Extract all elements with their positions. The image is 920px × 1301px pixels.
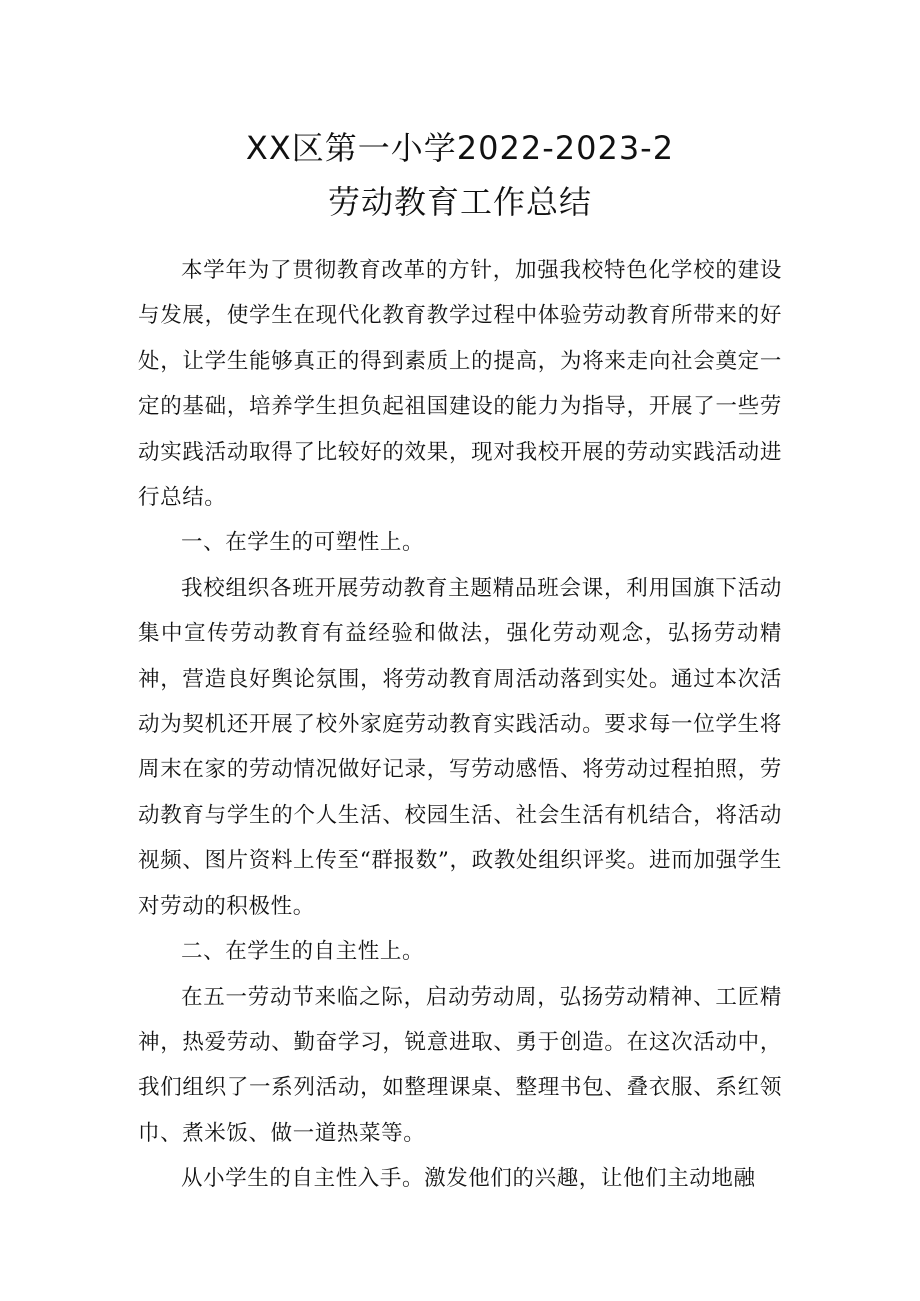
document-title-line2: 劳动教育工作总结 bbox=[327, 183, 592, 221]
section-heading-2: 二、在学生的自主性上。 bbox=[181, 939, 425, 965]
paragraph-section-1: 我校组织各班开展劳动教育主题精品班会课，利用国旗下活动集中宣传劳动教育有益经验和做法，强化劳动观念，弘扬劳动精神，营造良好舆论氛围，将劳动教育周活动落到实处。通过本次活动为契机还开展了校外家庭劳动教育实践活动。要求每一位学生将周末在家的劳动情况做好记录，写劳动感悟、将劳动过程拍照，劳动教育与学生的个人生活、校园生活、社会生活有机结合，将活动视频、图片资料上传至“群报数”，政教处组织评奖。进而加强学生对劳动的积极性。 bbox=[138, 575, 782, 919]
paragraph-intro: 本学年为了贯彻教育改革的方针，加强我校特色化学校的建设与发展，使学生在现代化教育教学过程中体验劳动教育所带来的好处，让学生能够真正的得到素质上的提高，为将来走向社会奠定一定的基础，培养学生担负起祖国建设的能力为指导，开展了一些劳动实践活动取得了比较好的效果，现对我校开展的劳动实践活动进行总结。 bbox=[138, 258, 782, 511]
paragraph-section-2b: 从小学生的自主性入手。激发他们的兴趣，让他们主动地融 bbox=[181, 1166, 756, 1192]
paragraph-section-2a: 在五一劳动节来临之际，启动劳动周，弘扬劳动精神、工匠精神，热爱劳动、勤奋学习，锐意进取、勇于创造。在这次活动中，我们组织了一系列活动，如整理课桌、整理书包、叠衣服、系红领巾、煮米饭、做一道热菜等。 bbox=[138, 984, 782, 1146]
section-heading-1: 一、在学生的可塑性上。 bbox=[181, 530, 425, 556]
document-title-line1: XX区第一小学2022-2023-2 bbox=[245, 129, 675, 167]
